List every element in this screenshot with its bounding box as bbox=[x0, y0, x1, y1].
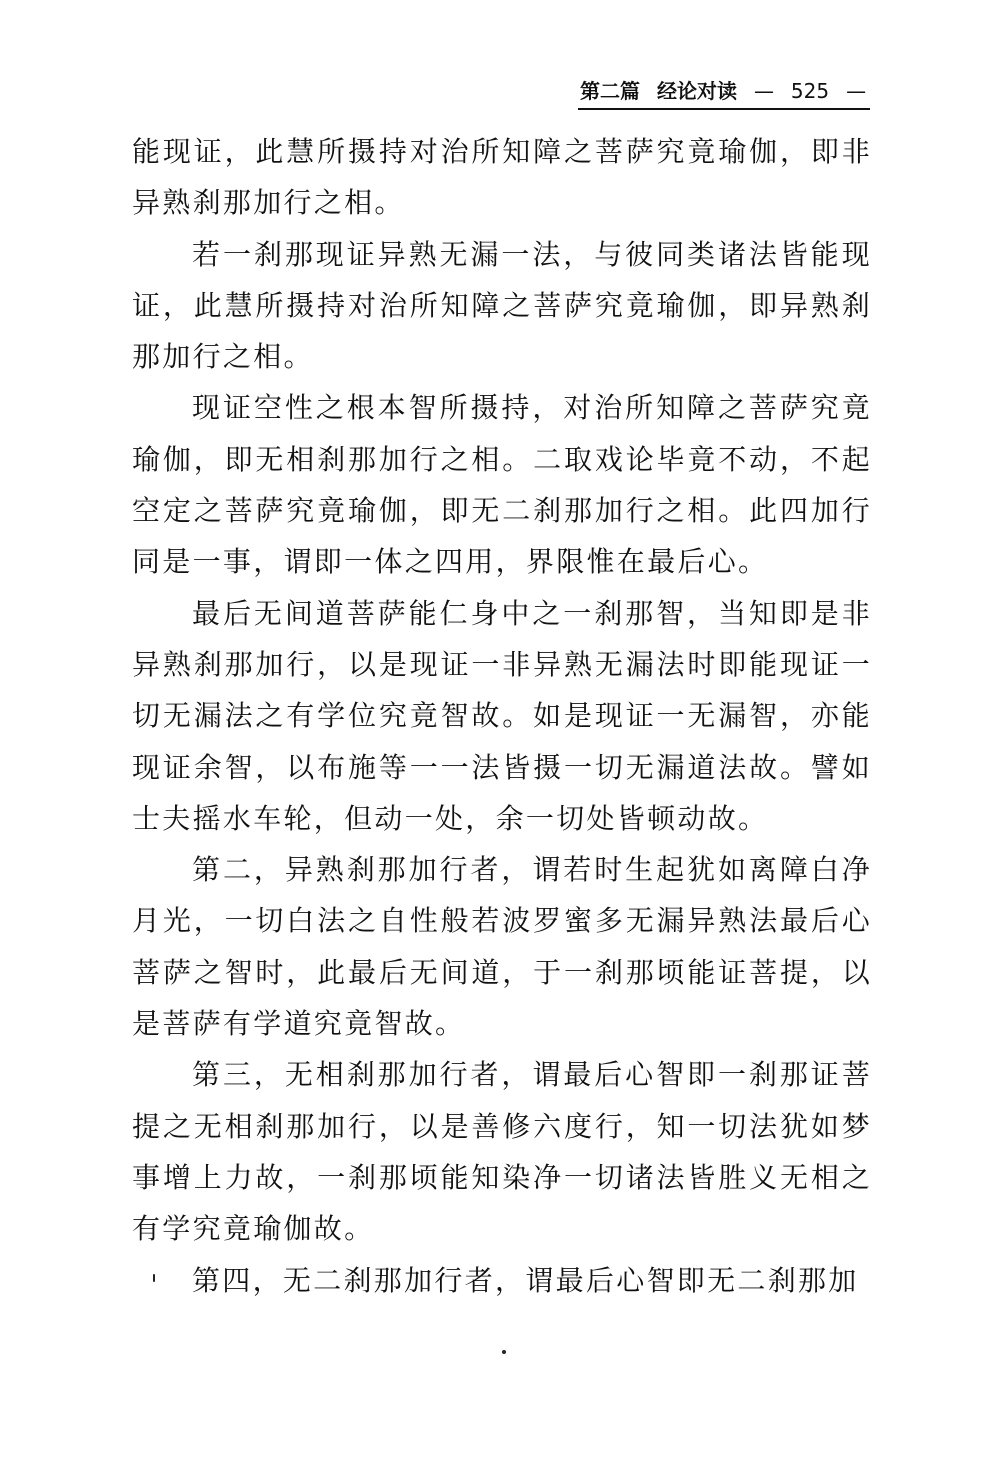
paragraph: 若一刹那现证异熟无漏一法，与彼同类诸法皆能现证，此慧所摄持对治所知障之菩萨究竟瑜伽，即异熟刹那加行之相。 bbox=[132, 237, 872, 374]
page-body bbox=[132, 126, 872, 1306]
header-dash-left: — bbox=[753, 79, 774, 103]
header-rule bbox=[578, 108, 870, 110]
page-number: 525 bbox=[790, 79, 830, 103]
header-title: 经论对读 bbox=[656, 79, 737, 103]
running-header bbox=[580, 76, 870, 106]
scan-speck bbox=[502, 1350, 506, 1354]
scan-speck bbox=[153, 1274, 155, 1282]
paragraph: 第三，无相刹那加行者，谓最后心智即一刹那证菩提之无相刹那加行，以是善修六度行，知一切法犹如梦事增上力故，一刹那顷能知染净一切诸法皆胜义无相之有学究竟瑜伽故。 bbox=[132, 1058, 872, 1246]
header-dash-right: — bbox=[846, 79, 867, 103]
header-part: 第二篇 bbox=[580, 79, 640, 103]
paragraph: 现证空性之根本智所摄持，对治所知障之菩萨究竟瑜伽，即无相刹那加行之相。二取戏论毕竟不动，不起空定之菩萨究竟瑜伽，即无二刹那加行之相。此四加行同是一事，谓即一体之四用，界限惟在最后心。 bbox=[132, 391, 872, 579]
paragraph: 第四，无二刹那加行者，谓最后心智即无二刹那加 bbox=[192, 1263, 859, 1297]
paragraph-continued: 能现证，此慧所摄持对治所知障之菩萨究竟瑜伽，即非异熟刹那加行之相。 bbox=[132, 135, 872, 220]
paragraph: 第二，异熟刹那加行者，谓若时生起犹如离障白净月光，一切白法之自性般若波罗蜜多无漏异熟法最后心菩萨之智时，此最后无间道，于一刹那顷能证菩提，以是菩萨有学道究竟智故。 bbox=[132, 853, 872, 1041]
paragraph: 最后无间道菩萨能仁身中之一刹那智，当知即是非异熟刹那加行，以是现证一非异熟无漏法时即能现证一切无漏法之有学位究竟智故。如是现证一无漏智，亦能现证余智，以布施等一一法皆摄一切无漏道法故。譬如士夫摇水车轮，但动一处，余一切处皆顿动故。 bbox=[132, 596, 872, 835]
